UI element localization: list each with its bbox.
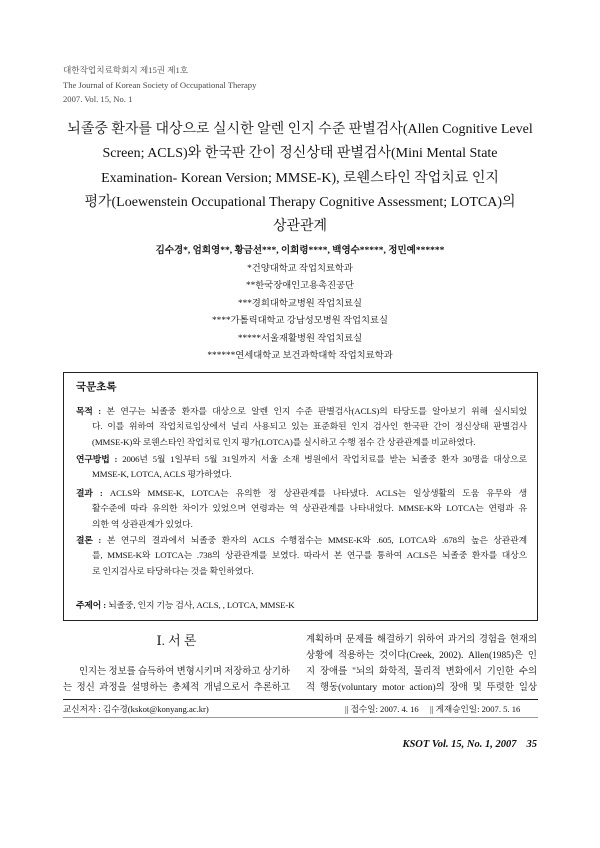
keywords-label: 주제어 : xyxy=(76,599,107,610)
abstract-line: MMSE-K, LOTCA, ACLS 평가하였다. xyxy=(92,469,232,479)
title-line: Screen; ACLS)와 한국판 간이 정신상태 판별검사(Mini Mental State xyxy=(102,146,498,162)
abstract-line-text: 본 연구는 뇌졸중 환자를 대상으로 알렌 인지 수준 판별검사(ACLS)의 타당도를 알아보기 위해 실시되었 xyxy=(106,405,527,416)
body-line: 인지는 정보를 습득하여 변형시키며 저장하고 상기하 xyxy=(79,667,290,677)
running-title: KSOT Vol. 15, No. 1, 2007 xyxy=(402,739,517,750)
abstract-methods xyxy=(76,452,527,483)
keywords-text: 뇌졸중, 인지 기능 검사, ACLS, , LOTCA, MMSE-K xyxy=(108,599,295,610)
abstract-purpose xyxy=(76,404,527,451)
abstract-line: 의한 역 상관관계가 있었다. xyxy=(92,518,193,529)
abstract-line-text: 2006년 5월 1일부터 5월 31일까지 서울 소재 병원에서 작업치료를 받는 뇌졸중 환자 30명을 대상으로 xyxy=(122,453,527,464)
abstract-line: (MMSE-K)와 로웬스타인 작업치료 인지 평가(LOTCA)를 실시하고 수행 점수 간 상관관계를 비교하였다. xyxy=(92,436,476,447)
footnote-rule-bottom xyxy=(63,717,538,718)
body-line: 계획하며 문제를 해결하기 위하여 과거의 경험을 현재의 xyxy=(306,635,537,645)
abstract-line-text: 본 연구의 결과에서 뇌졸중 환자의 ACLS 수행점수는 MMSE-K와 .605, LOTCA와 .678의 높은 상관관계 xyxy=(106,534,527,545)
affiliation-item: ***경희대학교병원 작업치료실 xyxy=(237,298,363,309)
title-line: 평가(Loewenstein Occupational Therapy Cognitive Assessment; LOTCA)의 xyxy=(84,194,516,210)
abstract-line xyxy=(76,598,527,614)
abstract-conclusion xyxy=(76,533,527,580)
body-column-right xyxy=(306,632,537,696)
received-date: || 접수일: 2007. 4. 16 xyxy=(345,704,419,714)
page-footer xyxy=(250,738,537,752)
journal-header xyxy=(63,63,256,107)
abstract-line: 를, MMSE-K와 LOTCA는 .738의 상관관계를 보였다. 따라서 본 연구를 통하여 ACLS은 뇌졸중 환자를 대상으 xyxy=(92,550,527,560)
abstract-line xyxy=(76,533,527,549)
abstract-line xyxy=(76,486,527,502)
abstract-line xyxy=(76,452,527,468)
body-line: 지 장애를 "뇌의 화학적, 물리적 변화에서 기인한 수의 xyxy=(306,667,537,677)
journal-english-title: The Journal of Korean Society of Occupational Therapy xyxy=(63,79,257,90)
affiliation-item: ******연세대학교 보건과학대학 작업치료학과 xyxy=(207,351,393,362)
korean-abstract-box xyxy=(63,372,538,621)
title-line: 상관관계 xyxy=(272,219,328,235)
title-line: Examination- Korean Version; MMSE-K), 로웬스타인 작업치료 인지 xyxy=(101,170,499,186)
page-number: 35 xyxy=(526,739,537,750)
title-line: 뇌졸중 환자를 대상으로 실시한 알렌 인지 수준 판별검사(Allen Cognitive Level xyxy=(67,122,533,137)
correspondence-note: 교신저자 : 김수경(kskot@konyang.ac.kr) xyxy=(63,704,209,714)
affiliation-list xyxy=(0,261,600,365)
affiliation-item: ****가톨릭대학교 강남성모병원 작업치료실 xyxy=(212,316,388,327)
author-list: 김수경*, 엄희영**, 황금선***, 이희령****, 백영수*****, 정민예****** xyxy=(155,246,445,256)
accepted-date: || 게재승인일: 2007. 5. 16 xyxy=(430,704,521,714)
abstract-line-text: ACLS와 MMSE-K, LOTCA는 유의한 정 상관관계를 나타냈다. ACLS는 일상생활의 도움 유무와 생 xyxy=(109,487,527,498)
results-label: 결과 : xyxy=(76,487,103,498)
body-line: 는 정신 과정을 설명하는 총체적 개념으로서 추론하고 xyxy=(63,683,290,693)
journal-korean-title: 대한작업치료학회지 제15권 제1호 xyxy=(63,65,189,75)
abstract-line: 활수준에 따라 유의한 차이가 있었으며 연령과는 역 상관관계를 나타내었다. MMSE-K와 LOTCA는 연령과 유 xyxy=(92,503,527,513)
section-heading-introduction: Ⅰ. 서 론 xyxy=(156,633,197,648)
body-line: 상황에 적용하는 것이다(Creek, 2002). Allen(1985)은 인 xyxy=(306,651,537,661)
methods-label: 연구방법 : xyxy=(76,453,118,464)
abstract-heading: 국문초록 xyxy=(76,381,117,393)
body-column-left xyxy=(63,664,290,696)
conclusion-label: 결론 : xyxy=(76,534,102,545)
affiliation-item: *****서울재활병원 작업치료실 xyxy=(237,333,363,344)
abstract-line: 다. 이를 위하여 작업치료임상에서 널리 사용되고 있는 표준화된 인지 검사인 한국판 간이 정신상태 판별검사 xyxy=(92,421,527,431)
paper-title xyxy=(20,118,580,239)
purpose-label: 목적 : xyxy=(76,405,102,416)
affiliation-item: **한국장애인고용촉진공단 xyxy=(245,281,355,292)
journal-issue: 2007. Vol. 15, No. 1 xyxy=(63,94,133,104)
abstract-keywords xyxy=(76,598,527,614)
affiliation-item: *건양대학교 작업치료학과 xyxy=(247,264,353,274)
abstract-line xyxy=(76,404,527,420)
abstract-line: 로 인지검사로 타당하다는 것을 확인하였다. xyxy=(92,565,254,576)
abstract-results xyxy=(76,486,527,533)
footnote-rule xyxy=(63,699,538,700)
body-line: 적 행동(voluntary motor action)의 장애 및 뚜렷한 일상 xyxy=(306,683,537,693)
